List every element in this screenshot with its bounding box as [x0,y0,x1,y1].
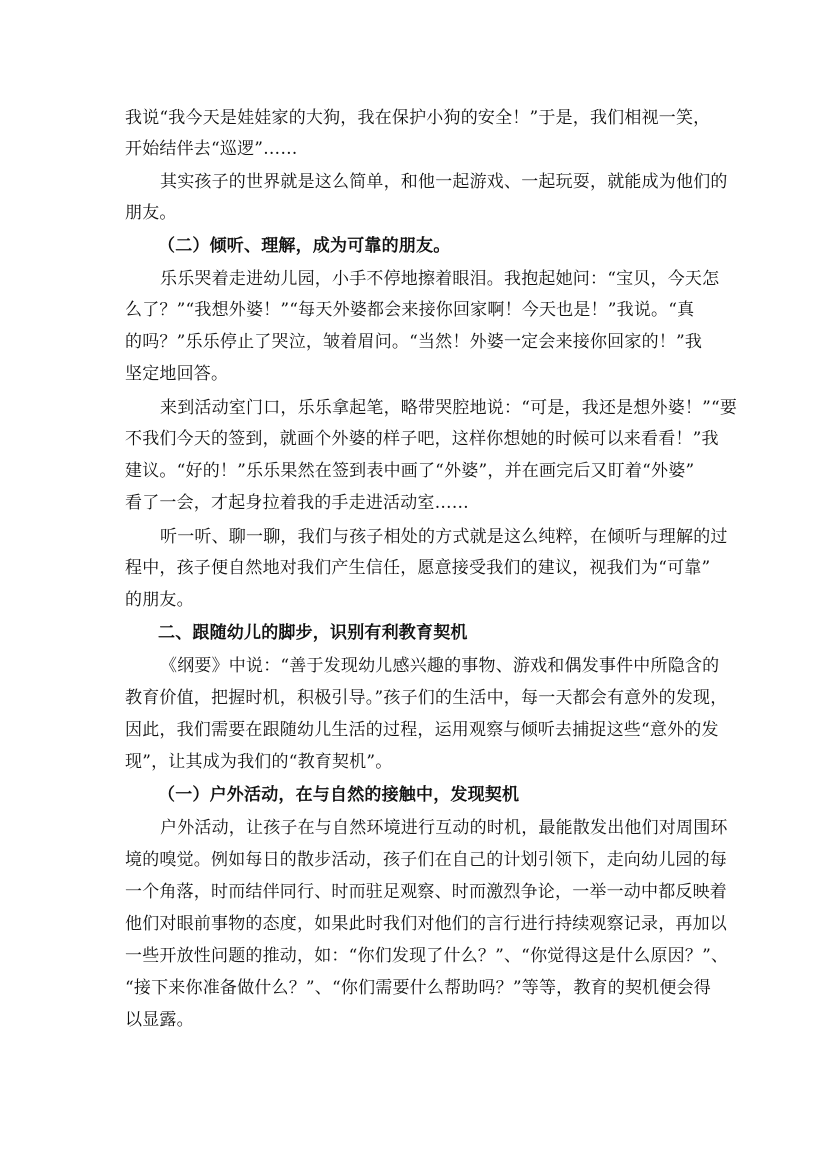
section-heading: （二）倾听、理解，成为可靠的朋友。 [158,236,451,256]
paragraph-line: 乐乐哭着走进幼儿园，小手不停地擦着眼泪。我抱起她问：“宝贝，今天怎 [160,269,720,289]
text-line: 一些开放性问题的推动，如：“你们发现了什么？”、“你觉得这是什么原因？”、 [125,946,729,966]
text-line: 我说“我今天是娃娃家的大狗，我在保护小狗的安全！”于是，我们相视一笑， [125,108,711,128]
text-line: 么了？”“我想外婆！”“每天外婆都会来接你回家啊！今天也是！”我说。“真 [125,300,695,320]
text-line: 境的嗅觉。例如每日的散步活动，孩子们在自己的计划引领下，走向幼儿园的每 [125,850,727,870]
text-line: 一个角落，时而结伴同行、时而驻足观察、时而激烈争论，一举一动中都反映着 [125,882,727,902]
text-line: 建议。“好的！”乐乐果然在签到表中画了“外婆”，并在画完后又盯着“外婆” [125,461,695,481]
text-line: 坚定地回答。 [125,364,229,384]
text-line: “接下来你准备做什么？”、“你们需要什么帮助吗？”等等，教育的契机便会得 [125,978,711,998]
paragraph-line: 户外活动，让孩子在与自然环境进行互动的时机，最能散发出他们对周围环 [160,818,728,838]
text-line: 朋友。 [125,203,177,223]
text-line: 看了一会，才起身拉着我的手走进活动室…… [125,493,469,513]
text-line: 开始结伴去“巡逻”…… [125,139,298,159]
section-heading: （一）户外活动，在与自然的接触中，发现契机 [158,785,520,805]
text-line: 教育价值，把握时机，积极引导。”孩子们的生活中，每一天都会有意外的发现， [125,688,728,708]
paragraph-line: 来到活动室门口，乐乐拿起笔，略带哭腔地说：“可是，我还是想外婆！”“要 [160,398,738,418]
paragraph-line: 《纲要》中说：“善于发现幼儿感兴趣的事物、游戏和偶发事件中所隐含的 [160,656,720,676]
text-line: 程中，孩子便自然地对我们产生信任，愿意接受我们的建议，视我们为“可靠” [125,558,711,578]
text-line: 以显露。 [125,1010,194,1030]
text-line: 现”，让其成为我们的“教育契机”。 [125,752,393,772]
text-line: 不我们今天的签到，就画个外婆的样子吧，这样你想她的时候可以来看看！”我 [125,429,719,449]
text-line: 因此，我们需要在跟随幼儿生活的过程，运用观察与倾听去捕捉这些“意外的发 [125,720,719,740]
paragraph-line: 听一听、聊一聊，我们与孩子相处的方式就是这么纯粹，在倾听与理解的过 [160,527,728,547]
text-line: 他们对眼前事物的态度，如果此时我们对他们的言行进行持续观察记录，再加以 [125,914,727,934]
text-line: 的朋友。 [125,590,194,610]
paragraph-line: 其实孩子的世界就是这么简单，和他一起游戏、一起玩耍，就能成为他们的 [160,172,728,192]
text-line: 的吗？”乐乐停止了哭泣，皱着眉问。“当然！外婆一定会来接你回家的！”我 [125,332,703,352]
section-heading: 二、跟随幼儿的脚步，识别有利教育契机 [158,623,468,643]
